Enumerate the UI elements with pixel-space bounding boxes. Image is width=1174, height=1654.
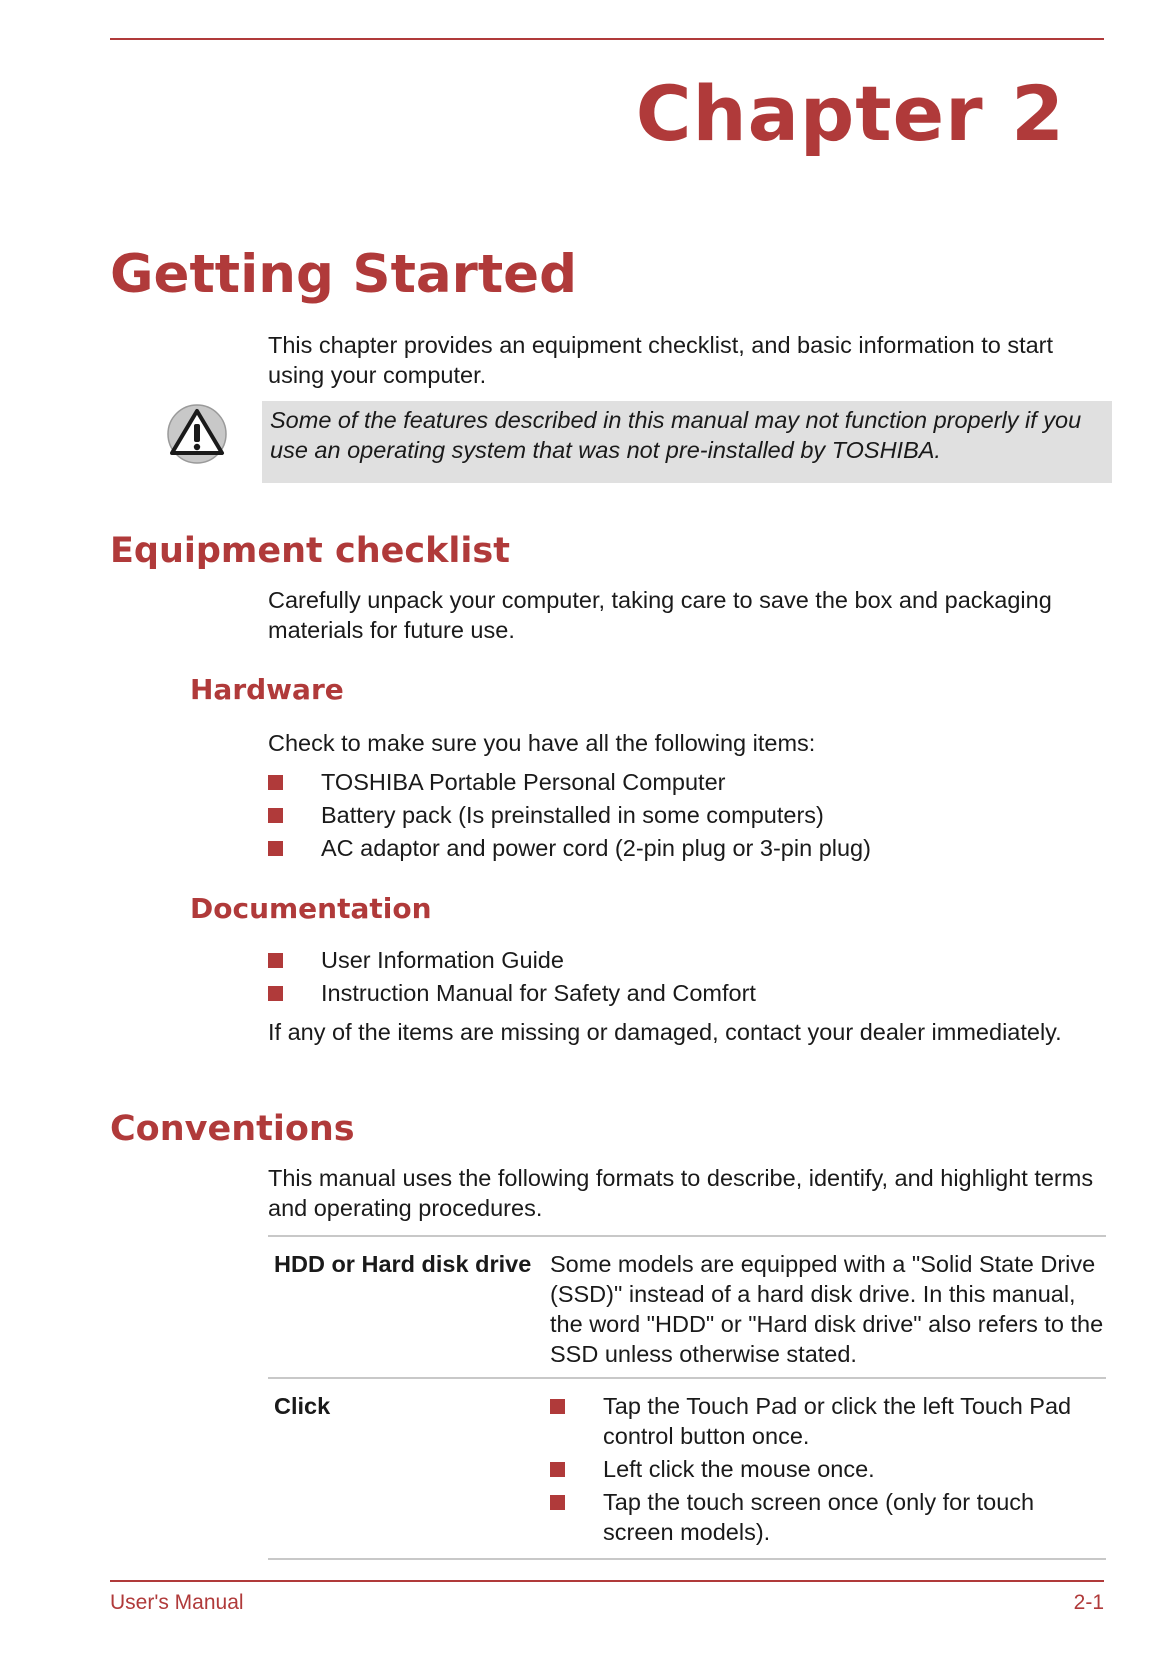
bullet-square-icon <box>268 775 283 790</box>
list-item: AC adaptor and power cord (2-pin plug or 3-pin plug) <box>268 833 1068 863</box>
table-definition: Some models are equipped with a "Solid State Drive (SSD)" instead of a hard disk drive. In this manual, the word "HDD" or "Hard disk drive" also refers to the SSD unless otherwise stated. <box>550 1251 1104 1367</box>
top-rule <box>110 38 1104 40</box>
bullet-square-icon <box>268 986 283 1001</box>
footer-rule <box>110 1580 1104 1582</box>
section-heading-equipment: Equipment checklist <box>110 531 510 571</box>
table-row <box>268 1235 1106 1377</box>
documentation-outro: If any of the items are missing or damaged, contact your dealer immediately. <box>268 1019 1062 1045</box>
equipment-paragraph: Carefully unpack your computer, taking care to save the box and packaging materials for future use. <box>268 587 1052 643</box>
hardware-intro: Check to make sure you have all the following items: <box>268 730 816 756</box>
section-heading-conventions: Conventions <box>110 1109 355 1149</box>
list-item: Battery pack (Is preinstalled in some computers) <box>268 800 1068 830</box>
click-list <box>550 1391 1106 1547</box>
table-term: HDD or Hard disk drive <box>274 1251 532 1277</box>
subheading-documentation: Documentation <box>190 892 432 925</box>
table-row <box>268 1377 1106 1560</box>
list-item: Tap the Touch Pad or click the left Touch Pad control button once. <box>550 1391 1106 1451</box>
bullet-square-icon <box>550 1495 565 1510</box>
table-definition <box>550 1379 1106 1558</box>
list-item: Instruction Manual for Safety and Comfort <box>268 978 1068 1008</box>
page-number: 2-1 <box>1073 1591 1104 1614</box>
bullet-square-icon <box>550 1399 565 1414</box>
subheading-hardware: Hardware <box>190 673 344 706</box>
bullet-square-icon <box>268 953 283 968</box>
conventions-paragraph: This manual uses the following formats to describe, identify, and highlight terms and operating procedures. <box>268 1165 1094 1221</box>
documentation-list <box>268 945 1068 1011</box>
warning-triangle-icon <box>166 403 228 465</box>
list-item: Left click the mouse once. <box>550 1454 1106 1484</box>
bullet-square-icon <box>268 841 283 856</box>
list-item: Tap the touch screen once (only for touch screen models). <box>550 1487 1106 1547</box>
note-box <box>262 401 1112 483</box>
list-item: User Information Guide <box>268 945 1068 975</box>
hardware-list <box>268 767 1068 866</box>
bullet-square-icon <box>550 1462 565 1477</box>
bullet-square-icon <box>268 808 283 823</box>
footer-manual-title: User's Manual <box>110 1591 244 1614</box>
table-term: Click <box>274 1393 331 1419</box>
conventions-table <box>268 1235 1106 1560</box>
intro-paragraph: This chapter provides an equipment checklist, and basic information to start using your computer. <box>268 332 1054 388</box>
page-title: Getting Started <box>110 244 578 305</box>
chapter-label: Chapter 2 <box>635 69 1065 158</box>
note-text: Some of the features described in this manual may not function properly if you use an operating system that was not pre-installed by TOSHIBA. <box>270 407 1082 463</box>
list-item: TOSHIBA Portable Personal Computer <box>268 767 1068 797</box>
